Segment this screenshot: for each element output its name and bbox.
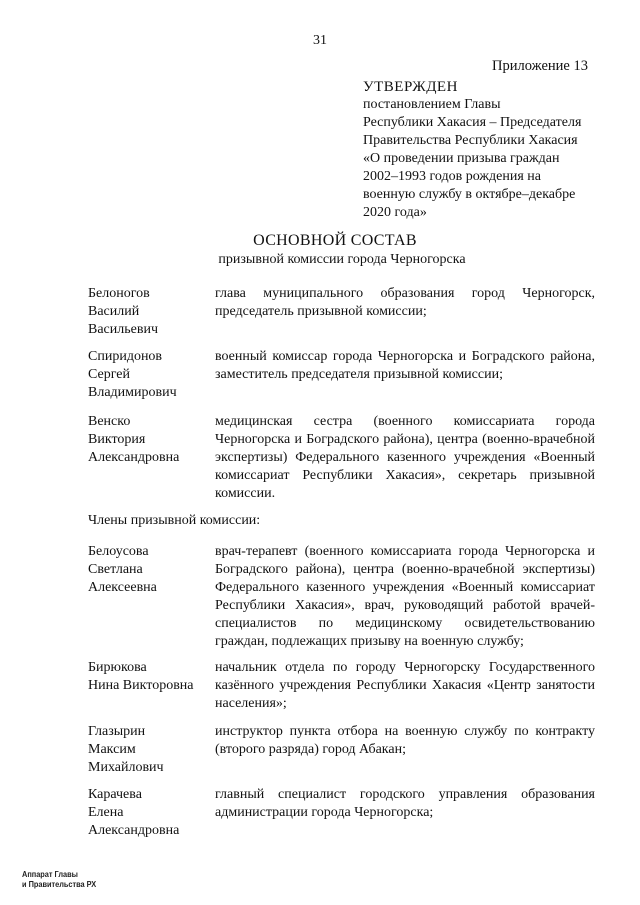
person-position: инструктор пункта отбора на военную службу по контракту (второго разряда) город Абакан; (215, 724, 595, 757)
members-heading: Члены призывной комиссии: (88, 513, 261, 528)
approval-line: постановлением Главы (363, 97, 501, 112)
person-position: врач-терапевт (военного комиссариата города Черногорска и Боградского района), центра (военно-врачебной экспертизы) Федерального казенного учреждения «Военный комиссариат Республики Хакасия», врач, руководящий работой врачей-специалистов по медицинскому освидетельствованию граждан, подлежащих призыву на военную службу; (215, 544, 595, 649)
appendix-label: Приложение 13 (492, 58, 588, 74)
approval-heading: УТВЕРЖДЕН (363, 79, 458, 95)
person-name: Глазырин Максим Михайлович (88, 724, 164, 775)
approval-line: 2020 года» (363, 205, 427, 220)
approval-line: Правительства Республики Хакасия (363, 133, 578, 148)
person-position: медицинская сестра (военного комиссариата города Черногорска и Боградского района), центра (военно-врачебной экспертизы) Федерального казенного учреждения «Военный комиссариат Республики Хакасия», секретарь призывной комиссии. (215, 414, 595, 501)
person-name: Белоногов Василий Васильевич (88, 286, 158, 337)
person-position: военный комиссар города Черногорска и Боградского района, заместитель председателя призывной комиссии; (215, 349, 595, 382)
person-position: главный специалист городского управления образования администрации города Черногорска; (215, 787, 595, 820)
person-name: Венско Виктория Александровна (88, 414, 180, 465)
person-position: начальник отдела по городу Черногорску Государственного казённого учреждения Республики Хакасия «Центр занятости населения»; (215, 660, 595, 711)
document-subtitle: призывной комиссии города Черногорска (218, 252, 466, 267)
office-stamp: Аппарат Главы и Правительства РХ (22, 870, 97, 889)
person-position: глава муниципального образования город Черногорск, председатель призывной комиссии; (215, 286, 595, 319)
approval-line: 2002–1993 годов рождения на (363, 169, 542, 184)
person-name: Спиридонов Сергей Владимирович (88, 349, 177, 400)
person-name: Карачева Елена Александровна (88, 787, 180, 838)
page-number: 31 (313, 33, 327, 48)
approval-line: Республики Хакасия – Председателя (363, 115, 582, 130)
person-name: Бирюкова Нина Викторовна (88, 660, 194, 693)
approval-line: «О проведении призыва граждан (363, 151, 560, 166)
document-title-block (0, 232, 640, 268)
person-name: Белоусова Светлана Алексеевна (88, 544, 157, 595)
document-title: ОСНОВНОЙ СОСТАВ (253, 232, 417, 249)
approval-line: военную службу в октябре–декабре (363, 187, 576, 202)
approval-block (363, 78, 593, 222)
